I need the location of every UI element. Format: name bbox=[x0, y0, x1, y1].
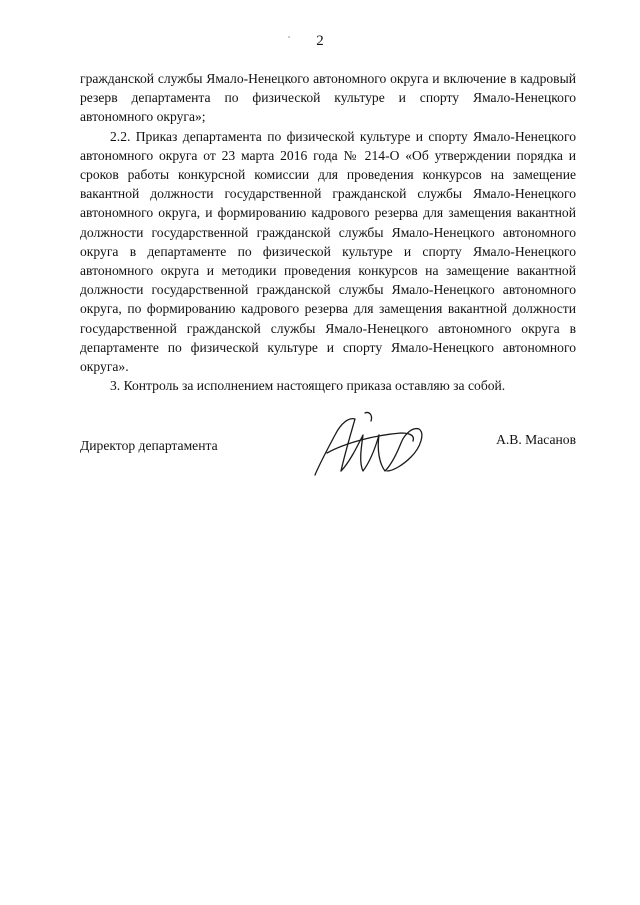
signatory-name: А.В. Масанов bbox=[496, 432, 576, 447]
page-number: 2 bbox=[316, 33, 324, 49]
paragraph-continuation: гражданской службы Ямало-Ненецкого автономного округа и включение в кадровый резерв департамента по физической культуре и спорту Ямало-Ненецкого автономного округа»; bbox=[80, 71, 576, 125]
handwritten-signature bbox=[305, 405, 435, 485]
paragraph-2-2: 2.2. Приказ департамента по физической культуре и спорту Ямало-Ненецкого автономного округа от 23 марта 2016 года № 214-О «Об утверждении порядка и сроков работы конкурсной комиссии для проведения конкурсов на замещение вакантной должности государственной гражданской службы Ямало-Ненецкого автономного округа, и формированию кадрового резерва для замещения вакантной должности государственной гражданской службы Ямало-Ненецкого автономного округа в департаменте по физической культуре и спорту Ямало-Ненецкого автономного округа и методики проведения конкурсов на замещение вакантной должности государственной гражданской службы Ямало-Ненецкого автономного округа, по формированию кадрового резерва для замещения вакантной должности государственной гражданской службы Ямало-Ненецкого автономного округа в департаменте по физической культуре и спорту Ямало-Ненецкого автономного округа». bbox=[80, 128, 576, 375]
signature-block bbox=[80, 405, 576, 485]
document-body bbox=[80, 69, 576, 395]
paragraph-3: 3. Контроль за исполнением настоящего приказа оставляю за собой. bbox=[110, 378, 506, 394]
signatory-title: Директор департамента bbox=[80, 438, 218, 453]
